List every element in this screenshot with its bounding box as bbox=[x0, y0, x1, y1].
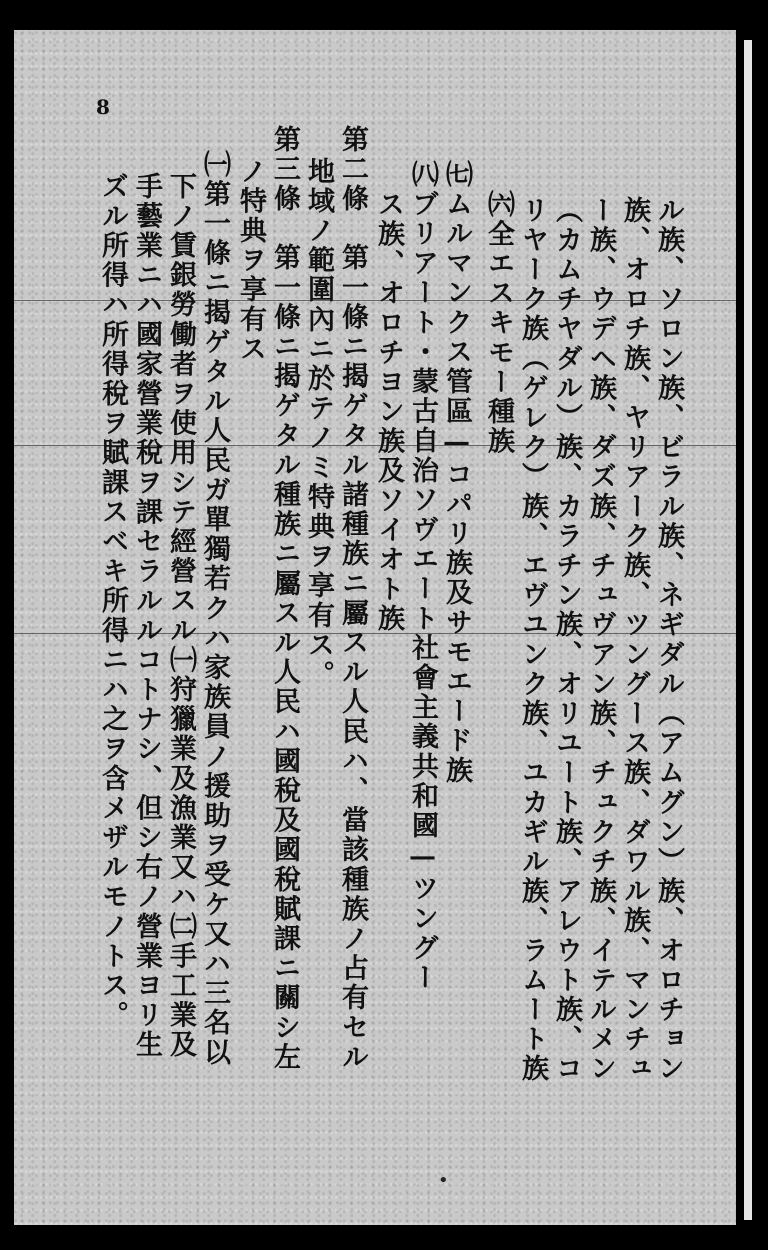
text-column: 手藝業ニハ國家營業稅ヲ課セラルルコトナシ、但シ右ノ營業ヨリ生 bbox=[131, 172, 162, 1060]
text-column: ー族、ウデヘ族、ダズ族、チュヴアン族、チュクチ族、イテルメン bbox=[585, 196, 616, 1084]
text-column: 族、オロチ族、ヤリアーク族、ツングース族、ダワル族、マンチュ bbox=[619, 196, 650, 1084]
text-column: ㈥全エスキモー種族 bbox=[483, 190, 514, 457]
text-column: ル族、ソロン族、ビラル族、ネギダル（アムグン）族、オロチョン bbox=[653, 196, 684, 1084]
text-column: 地域ノ範圍內ニ於テノミ特典ヲ享有ス。 bbox=[303, 157, 334, 690]
text-column: ズル所得ハ所得稅ヲ賦課スベキ所得ニハ之ヲ含メザルモノトス。 bbox=[97, 172, 128, 1031]
text-column: 第三條 第一條ニ揭ゲタル種族ニ屬スル人民ハ國稅及國稅賦課ニ關シ左 bbox=[269, 125, 300, 1073]
text-column: ㈠第一條ニ揭ゲタル人民ガ單獨若クハ家族員ノ援助ヲ受ケ又ハ三名以 bbox=[199, 150, 230, 1068]
text-column: ㈦ムルマンクス管區—コパリ族及サモエード族 bbox=[441, 160, 472, 786]
text-column: 下ノ賃銀勞働者ヲ使用シテ經營スル㈠狩獵業及漁業又ハ㈡手工業及 bbox=[165, 172, 196, 1060]
page-edge bbox=[744, 40, 752, 1220]
text-column: 第二條 第一條ニ揭ゲタル諸種族ニ屬スル人民ハ、當該種族ノ占有セル bbox=[337, 125, 368, 1073]
text-column: ス族、オロチヨン族及ソイオト族 bbox=[373, 190, 404, 634]
text-column: （カムチヤダル）族、カラチン族、オリユート族、アレウト族、コ bbox=[551, 196, 582, 1084]
ink-speck: • bbox=[438, 1170, 449, 1191]
text-column: ㈧ブリアート・蒙古自治ソヴエート社會主義共和國—ツングー bbox=[407, 160, 438, 993]
text-column: ノ特典ヲ享有ス bbox=[235, 157, 266, 365]
page-number: 8 bbox=[96, 95, 110, 119]
text-column: リヤーク族（ゲレク）族、エヴユンク族、ユカギル族、ラムート族 bbox=[517, 196, 548, 1084]
